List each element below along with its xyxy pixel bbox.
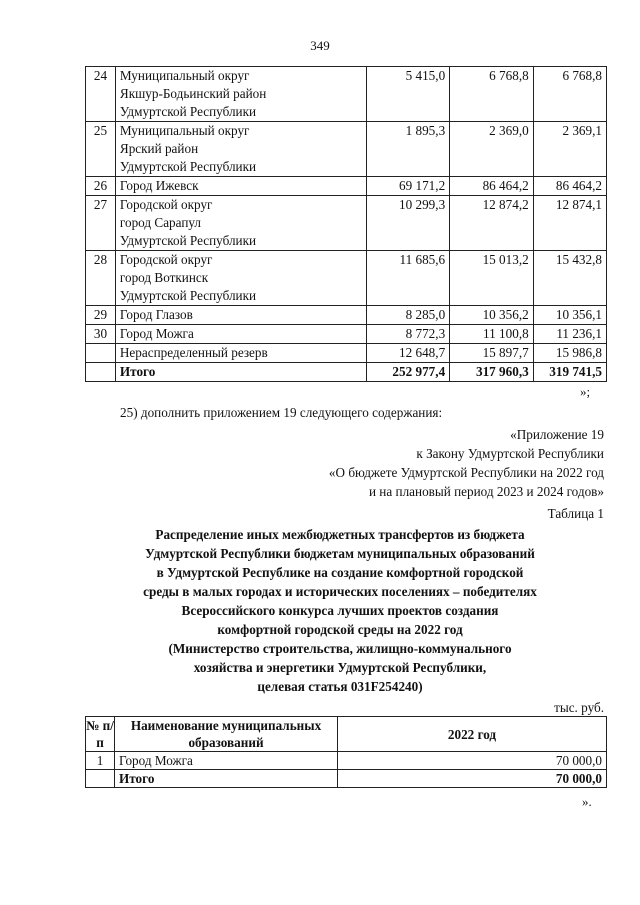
value-2024: 12 874,1 bbox=[533, 196, 606, 251]
amendment-paragraph: 25) дополнить приложением 19 следующего содержания: bbox=[120, 405, 443, 420]
row-number bbox=[86, 344, 116, 363]
appendix-line: к Закону Удмуртской Республики bbox=[416, 446, 604, 461]
name-line: Удмуртской Республики bbox=[119, 159, 257, 174]
row-number: 24 bbox=[86, 67, 116, 122]
heading-line: Распределение иных межбюджетных трансфертов из бюджета bbox=[155, 527, 525, 542]
name-line: Нераспределенный резерв bbox=[119, 345, 268, 360]
row-number: 26 bbox=[86, 177, 116, 196]
name-line: Муниципальный округ bbox=[119, 123, 250, 138]
table-heading bbox=[70, 525, 610, 696]
value-2022: 8 772,3 bbox=[366, 325, 450, 344]
value-2023: 15 013,2 bbox=[450, 251, 534, 306]
value-2022: 70 000,0 bbox=[338, 752, 607, 770]
table-row bbox=[86, 196, 607, 251]
municipality-name bbox=[115, 196, 366, 251]
appendix-header bbox=[329, 425, 604, 501]
appendix-line: «О бюджете Удмуртской Республики на 2022 год bbox=[328, 465, 604, 480]
name-line: Муниципальный округ bbox=[119, 68, 250, 83]
heading-line: Удмуртской Республики бюджетам муниципальных образований bbox=[145, 546, 535, 561]
appendix-line: «Приложение 19 bbox=[510, 427, 604, 442]
total-2022: 252 977,4 bbox=[366, 363, 450, 382]
row-number: 28 bbox=[86, 251, 116, 306]
value-2024: 15 986,8 bbox=[533, 344, 606, 363]
heading-line: в Удмуртской Республике на создание комфортной городской bbox=[156, 565, 524, 580]
total-row bbox=[86, 363, 607, 382]
table-number: Таблица 1 bbox=[547, 506, 604, 521]
municipality-name bbox=[115, 177, 366, 196]
total-2024: 319 741,5 bbox=[533, 363, 606, 382]
value-2023: 86 464,2 bbox=[450, 177, 534, 196]
total-value: 70 000,0 bbox=[338, 770, 607, 788]
heading-line: целевая статья 031F254240) bbox=[257, 679, 423, 694]
heading-line: Всероссийского конкурса лучших проектов создания bbox=[181, 603, 499, 618]
value-2023: 2 369,0 bbox=[450, 122, 534, 177]
municipality-name: Город Можга bbox=[115, 752, 338, 770]
header-num: № п/п bbox=[86, 718, 114, 750]
municipality-name bbox=[115, 344, 366, 363]
value-2022: 12 648,7 bbox=[366, 344, 450, 363]
municipality-name bbox=[115, 325, 366, 344]
row-number: 25 bbox=[86, 122, 116, 177]
header-row bbox=[86, 717, 607, 752]
name-line: Удмуртской Республики bbox=[119, 104, 257, 119]
value-2024: 11 236,1 bbox=[533, 325, 606, 344]
name-line: Городской округ bbox=[119, 197, 213, 212]
header-name: Наименование муниципальных образований bbox=[115, 717, 338, 752]
value-2022: 11 685,6 bbox=[366, 251, 450, 306]
name-line: Город Глазов bbox=[119, 307, 193, 322]
heading-line: среды в малых городах и исторических поселениях – победителях bbox=[143, 584, 537, 599]
municipality-name bbox=[115, 251, 366, 306]
table-row bbox=[86, 325, 607, 344]
value-2023: 10 356,2 bbox=[450, 306, 534, 325]
value-2024: 6 768,8 bbox=[533, 67, 606, 122]
municipality-name bbox=[115, 306, 366, 325]
name-line: Городской округ bbox=[119, 252, 213, 267]
allocation-table bbox=[85, 66, 607, 382]
value-2022: 5 415,0 bbox=[366, 67, 450, 122]
table-row bbox=[86, 122, 607, 177]
name-line: Город Ижевск bbox=[119, 178, 199, 193]
name-line: Удмуртской Республики bbox=[119, 288, 257, 303]
name-line: Удмуртской Республики bbox=[119, 233, 257, 248]
table-row bbox=[86, 251, 607, 306]
value-2023: 6 768,8 bbox=[450, 67, 534, 122]
value-2022: 10 299,3 bbox=[366, 196, 450, 251]
name-line: Якшур-Бодьинский район bbox=[119, 86, 267, 101]
name-line: город Сарапул bbox=[119, 215, 201, 230]
closing-quote: ». bbox=[582, 794, 592, 809]
row-number: 29 bbox=[86, 306, 116, 325]
table-row bbox=[86, 67, 607, 122]
value-2022: 8 285,0 bbox=[366, 306, 450, 325]
table-row bbox=[86, 306, 607, 325]
total-row bbox=[86, 770, 607, 788]
appendix-line: и на плановый период 2023 и 2024 годов» bbox=[368, 484, 604, 499]
header-year: 2022 год bbox=[338, 717, 607, 752]
value-2024: 10 356,1 bbox=[533, 306, 606, 325]
value-2024: 2 369,1 bbox=[533, 122, 606, 177]
row-number: 1 bbox=[86, 752, 115, 770]
heading-line: (Министерство строительства, жилищно-коммунального bbox=[168, 641, 512, 656]
value-2022: 1 895,3 bbox=[366, 122, 450, 177]
closing-quote: »; bbox=[580, 384, 591, 399]
row-number: 27 bbox=[86, 196, 116, 251]
heading-line: хозяйства и энергетики Удмуртской Республики, bbox=[193, 660, 487, 675]
table-row bbox=[86, 344, 607, 363]
municipality-name bbox=[115, 67, 366, 122]
name-line: Город Можга bbox=[119, 326, 194, 341]
value-2024: 15 432,8 bbox=[533, 251, 606, 306]
value-2023: 12 874,2 bbox=[450, 196, 534, 251]
value-2024: 86 464,2 bbox=[533, 177, 606, 196]
total-label: Итого bbox=[115, 363, 366, 382]
value-2023: 11 100,8 bbox=[450, 325, 534, 344]
total-label: Итого bbox=[115, 770, 338, 788]
units-label: тыс. руб. bbox=[554, 700, 604, 715]
name-line: город Воткинск bbox=[119, 270, 209, 285]
heading-line: комфортной городской среды на 2022 год bbox=[217, 622, 463, 637]
table-row bbox=[86, 177, 607, 196]
value-2022: 69 171,2 bbox=[366, 177, 450, 196]
total-2023: 317 960,3 bbox=[450, 363, 534, 382]
row-number: 30 bbox=[86, 325, 116, 344]
municipality-name bbox=[115, 122, 366, 177]
name-line: Ярский район bbox=[119, 141, 199, 156]
value-2023: 15 897,7 bbox=[450, 344, 534, 363]
page-number: 349 bbox=[310, 38, 330, 53]
table-row bbox=[86, 752, 607, 770]
transfer-table bbox=[85, 716, 607, 788]
